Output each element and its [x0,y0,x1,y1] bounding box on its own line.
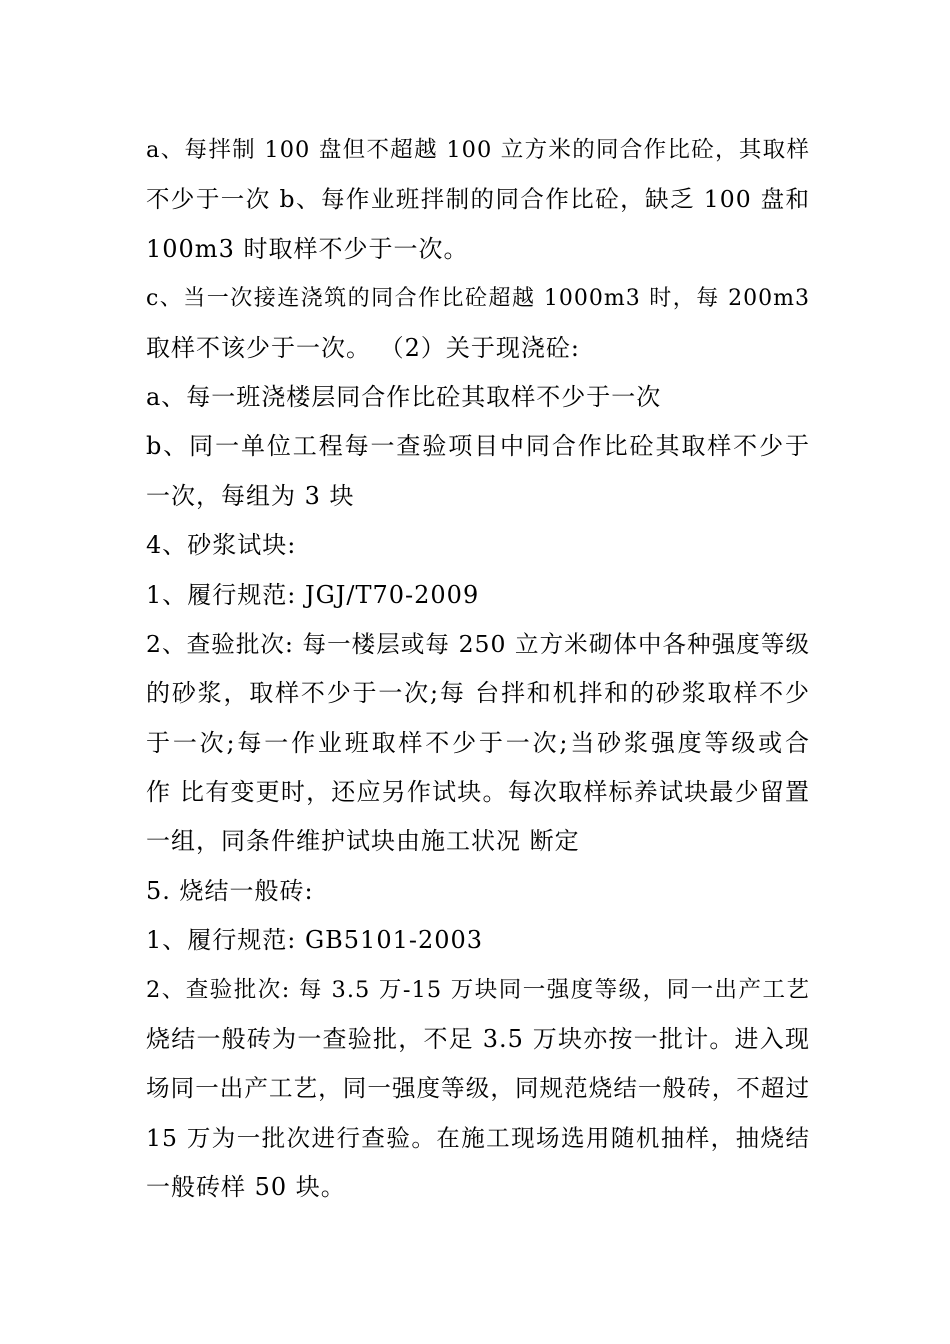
text-line-7: b、同一单位工程每一查验项目中同合作比砼其取样不少于 [146,432,810,461]
text-line-17: 1、履行规范: GB5101-2003 [146,926,484,955]
section-heading-mortar: 4、砂浆试块: [146,531,297,560]
document-body [146,126,810,1213]
text-line-20: 场同一出产工艺，同一强度等级，同规范烧结一般砖，不超过 [146,1074,810,1103]
text-line-6: a、每一班浇楼层同合作比砼其取样不少于一次 [146,382,662,411]
text-line-5: 取样不该少于一次。 （2）关于现浇砼: [146,333,580,362]
text-line-1: a、每拌制 100 盘但不超越 100 立方米的同合作比砼，其取样 [146,137,810,163]
text-line-3: 100m3 时取样不少于一次。 [146,234,469,263]
text-line-11: 2、查验批次: 每一楼层或每 250 立方米砌体中各种强度等级 [146,629,810,658]
section-heading-brick: 5. 烧结一般砖: [146,876,314,905]
text-line-2: 不少于一次 b、每作业班拌制的同合作比砼，缺乏 100 盘和 [146,185,810,214]
text-line-15: 一组，同条件维护试块由施工状况 断定 [146,827,580,856]
text-line-18: 2、查验批次: 每 3.5 万-15 万块同一强度等级，同一出产工艺 [146,976,810,1003]
text-line-12: 的砂浆，取样不少于一次;每 台拌和机拌和的砂浆取样不少 [146,679,810,708]
text-line-13: 于一次;每一作业班取样不少于一次;当砂浆强度等级或合 [146,728,810,757]
text-line-22: 一般砖样 50 块。 [146,1173,346,1202]
text-line-4: c、当一次接连浇筑的同合作比砼超越 1000m3 时，每 200m3 [146,286,810,312]
text-line-8: 一次，每组为 3 块 [146,481,355,510]
text-line-21: 15 万为一批次进行查验。在施工现场选用随机抽样，抽烧结 [146,1123,810,1152]
text-line-19: 烧结一般砖为一查验批，不足 3.5 万块亦按一批计。进入现 [146,1025,810,1054]
text-line-14: 作 比有变更时，还应另作试块。每次取样标养试块最少留置 [146,778,810,807]
text-line-10: 1、履行规范: JGJ/T70-2009 [146,580,480,609]
